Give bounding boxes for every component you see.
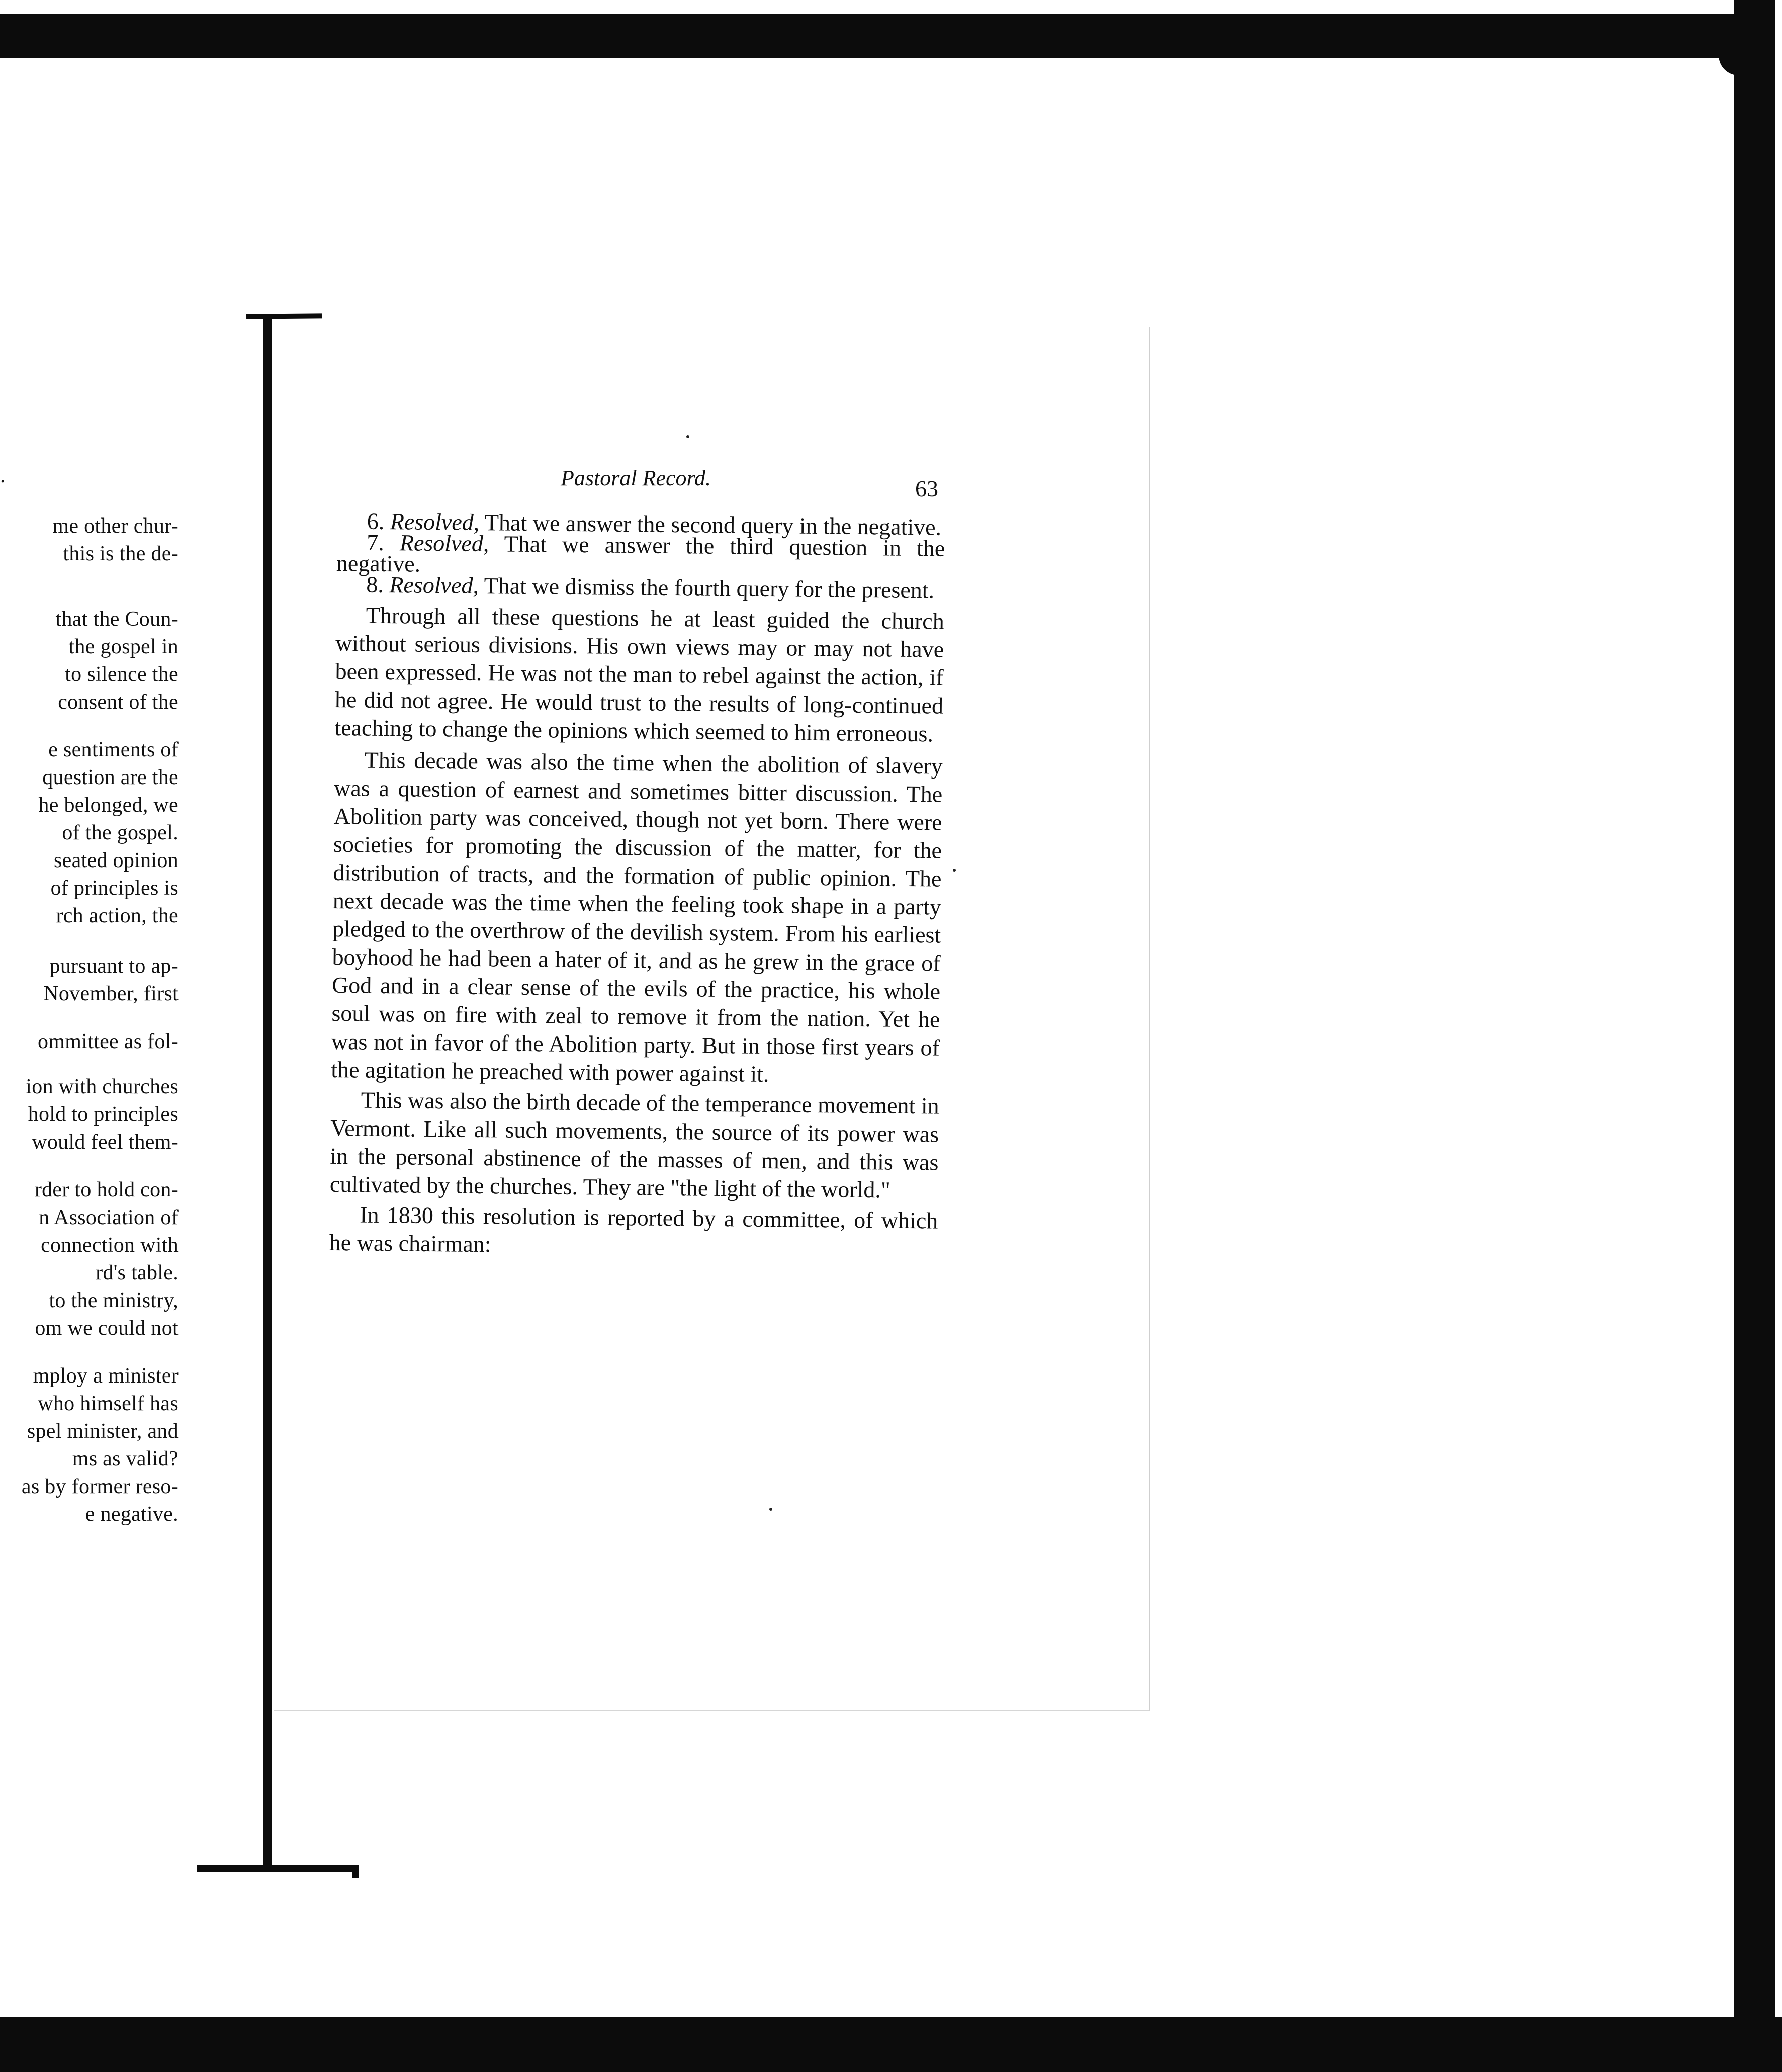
left-page-fragment [0,317,254,1876]
left-page-line: ms as valid? [72,1447,179,1471]
running-head: Pastoral Record. [561,466,711,490]
film-frame-top-edge [0,0,1782,14]
speck [953,869,956,872]
left-page-line: as by former reso- [21,1475,179,1498]
left-page-line: to silence the [65,663,179,686]
film-frame-right-edge [1775,0,1782,2072]
left-page-line: rd's table. [96,1261,179,1284]
left-page-line: consent of the [58,690,179,714]
paragraph: This decade was also the time when the abolition of slavery was a question of earnest and sometimes bitter discussion. The Abolition party was conceived, though not yet born. There were societies for promoting the discussion of the matter, for the distribution of tracts, and the formation of public opinion. The next decade was the time when the feeling took shape in a party pledged to the overthrow of the devilish system. From his earliest boyhood he had been a hater of it, and as he grew in the grace of God and in a clear sense of the evils of the practice, his whole soul was on fire with zeal to remove it from the nation. Yet he was not in favor of the Abolition party. But in those first years of the agitation he preached with power against it. [331,747,943,1087]
left-page-line: hold to principles [28,1103,179,1126]
left-page-line: me other chur- [52,514,179,538]
left-page-line: he belonged, we [38,794,179,817]
binding-base-tab [352,1865,359,1878]
left-page-line: connection with [41,1234,179,1257]
left-page-line: November, first [43,982,179,1005]
page-body [329,510,945,1263]
left-page-line: to the ministry, [49,1289,179,1312]
left-page-line: this is the de- [63,542,179,565]
edge-mark [1737,1318,1748,1338]
left-page-line: who himself has [38,1392,179,1415]
left-page-line: that the Coun- [55,608,179,631]
left-page-line: n Association of [39,1206,179,1229]
left-page-line: question are the [42,766,179,789]
paragraph: Through all these questions he at least guided the church without serious divisions. His own views may or may not have been expressed. He was not the man to rebel against the action, if he did not agree. He would trust to the results of long-continued teaching to change the opinions which seemed to him erroneous. [334,602,945,747]
paragraph: In 1830 this resolution is reported by a committee, of which he was chairman: [329,1201,938,1257]
left-page-line: spel minister, and [27,1420,179,1443]
left-page-line: . [0,464,6,487]
paragraph: This was also the birth decade of the temperance movement in Vermont. Like all such movements, the source of its power was in the personal abstinence of the masses of men, and this was cultivated by the churches. They are "the light of the world." [329,1087,939,1203]
resolution-6: 6. Resolved, That we answer the second query in the negative. [367,508,942,540]
left-page-line: e negative. [85,1503,179,1526]
speck [686,435,689,438]
left-page-line: om we could not [35,1317,179,1340]
resolution-8: 8. Resolved, That we dismiss the fourth query for the present. [366,571,935,603]
left-page-line: ommittee as fol- [37,1030,179,1053]
left-page-line: rder to hold con- [34,1178,179,1201]
speck [769,1508,772,1511]
left-page-line: the gospel in [68,635,179,658]
binding-top [246,313,322,319]
left-page-line: of principles is [50,877,179,900]
resolution-7: 7. Resolved, That we answer the third question in the negative. [336,529,945,577]
left-page-line: e sentiments of [48,738,179,761]
film-frame-corner [1719,55,1739,75]
binding-base [197,1865,359,1872]
left-page-line: mploy a minister [33,1364,179,1388]
left-page-line: would feel them- [32,1131,179,1154]
book-spine [263,317,272,1871]
left-page-line: seated opinion [54,849,179,872]
page-number: 63 [915,476,938,501]
film-frame-bottom [0,2017,1782,2072]
left-page-line: pursuant to ap- [49,955,179,978]
left-page-line: ion with churches [26,1075,179,1098]
left-page-line: rch action, the [56,904,179,927]
left-page-line: of the gospel. [62,821,179,844]
